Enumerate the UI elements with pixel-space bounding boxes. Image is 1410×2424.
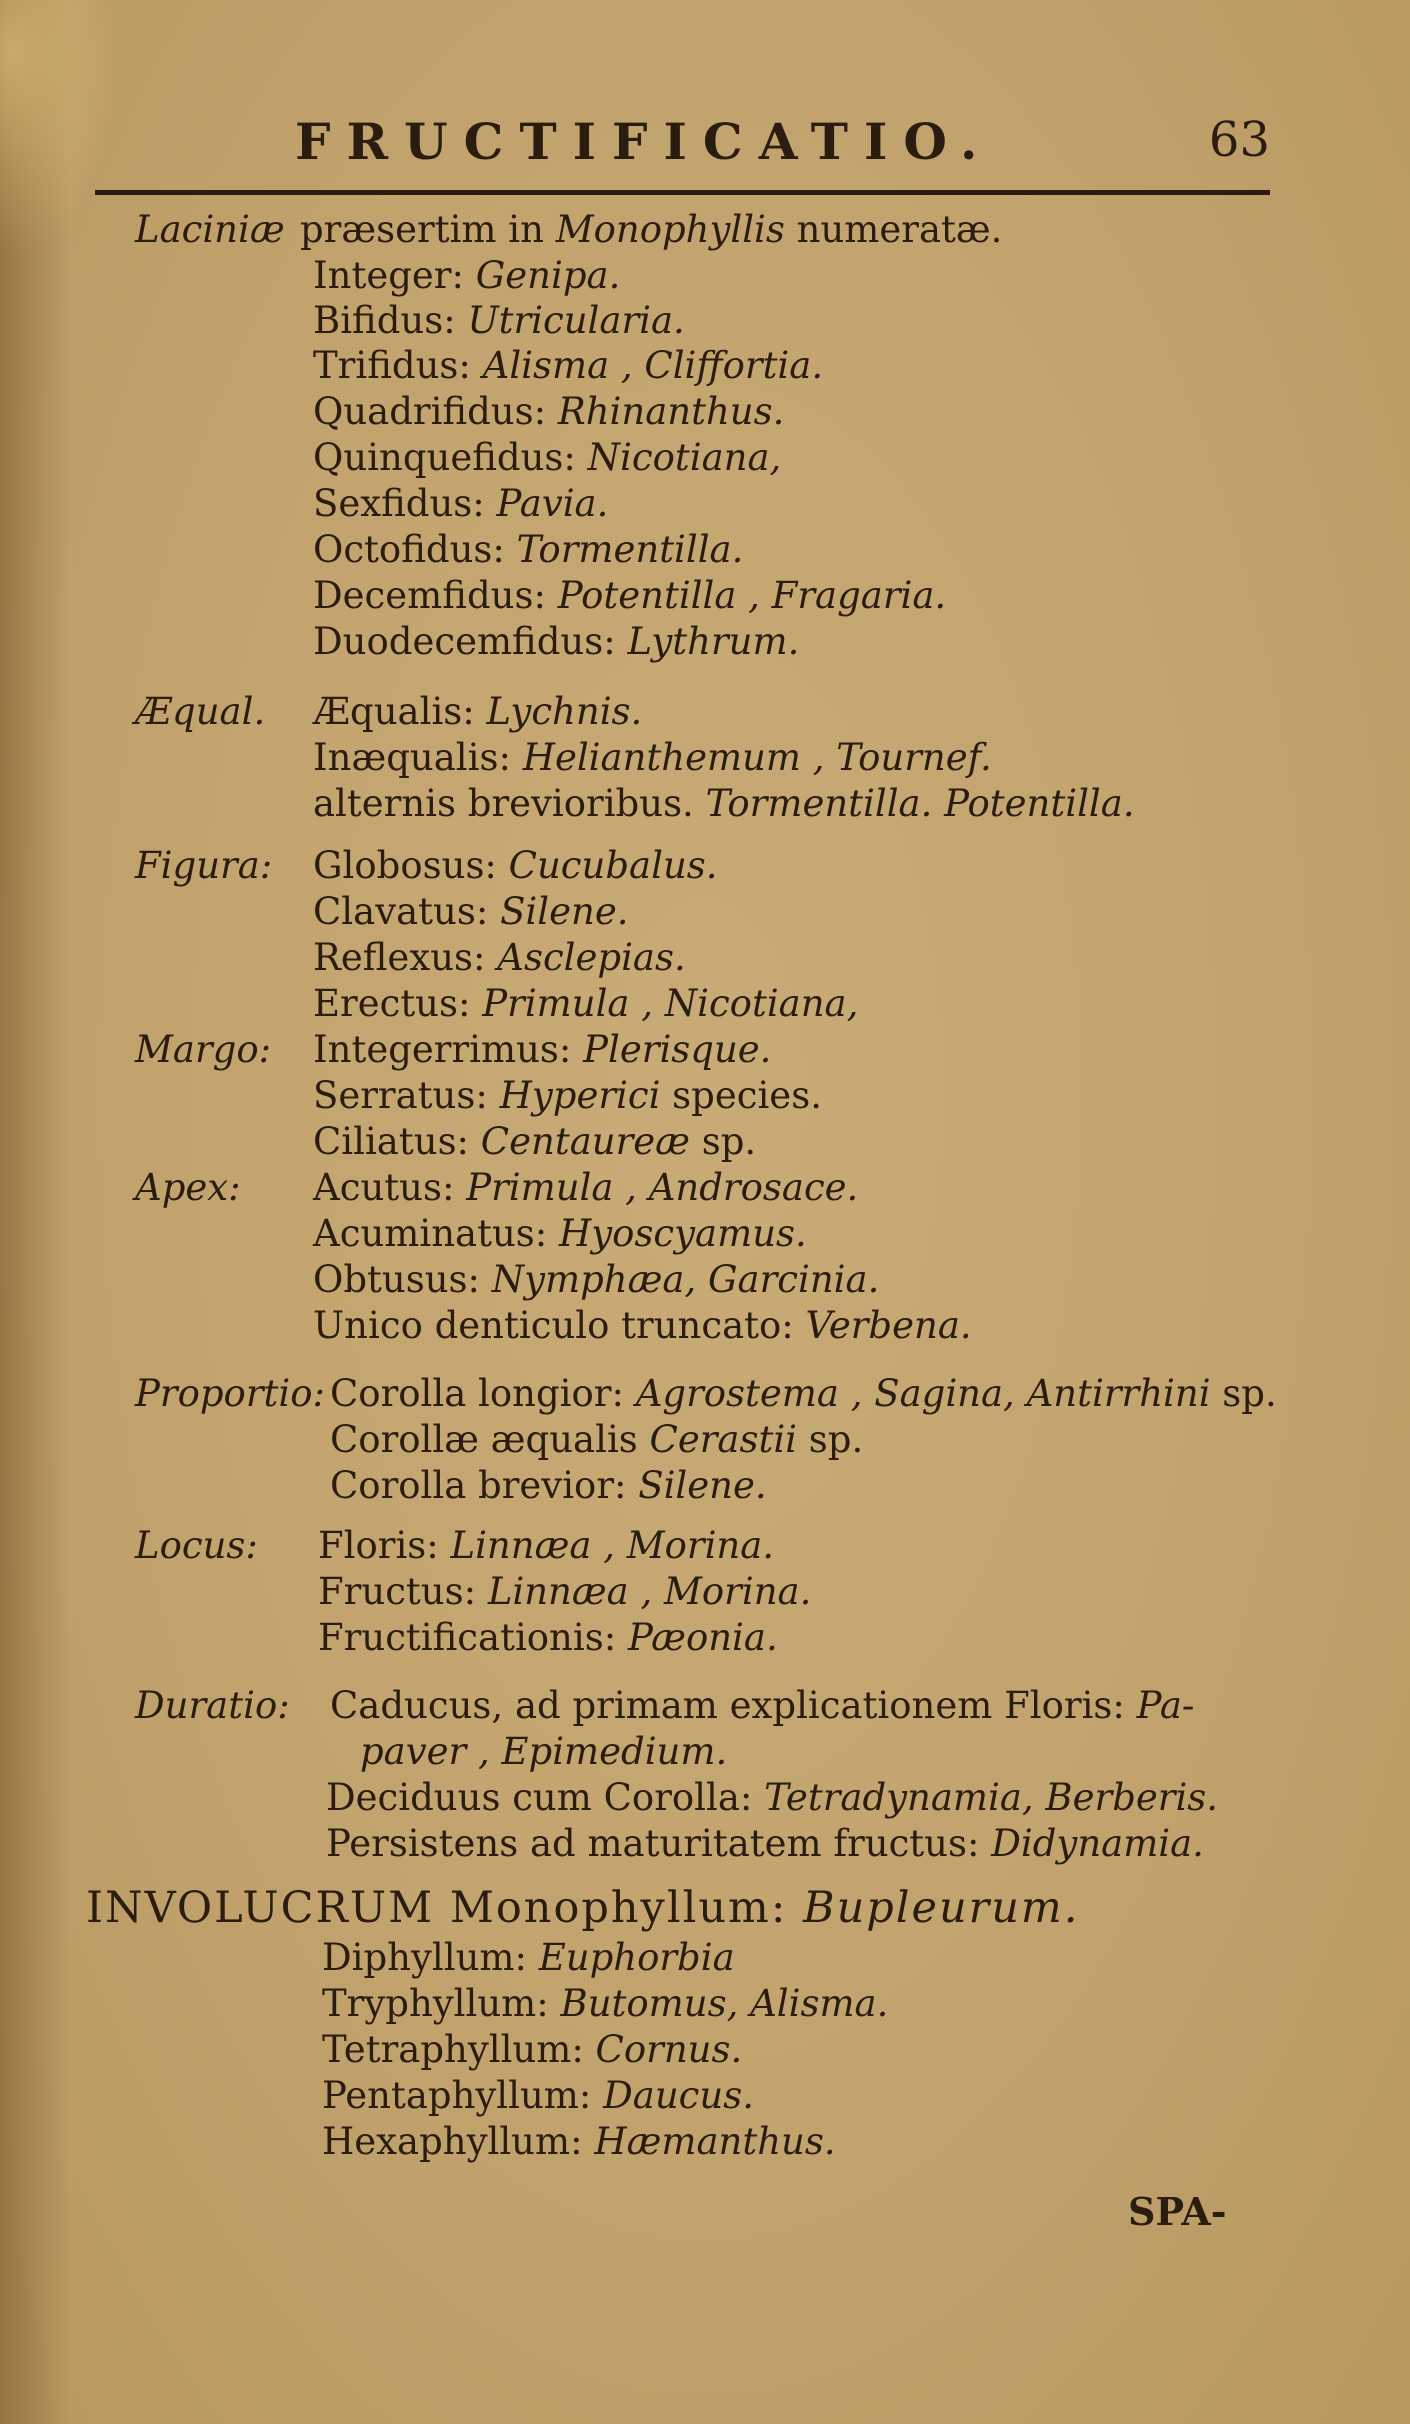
- entry-taxa: Pæonia.: [627, 1616, 778, 1659]
- paper-stain: [0, 0, 120, 260]
- entry-text: Tetraphyllum:: [322, 2028, 596, 2071]
- page-edge-shadow: [0, 0, 70, 2424]
- entry-taxa: Utricularia.: [467, 299, 685, 342]
- entry-text: Decemfidus:: [313, 574, 558, 617]
- section-label: Apex:: [135, 1166, 241, 1209]
- text-line-37: [322, 1982, 888, 2026]
- entry-taxa: Centaureæ: [480, 1120, 690, 1163]
- entry-taxa: Genipa.: [475, 254, 621, 297]
- entry-text: Monophyllum:: [449, 1883, 803, 1933]
- text-line-9: [313, 574, 946, 618]
- entry-text: Diphyllum:: [322, 1936, 539, 1979]
- section-label: Laciniæ: [135, 208, 285, 251]
- text-line-18-label: [135, 1028, 271, 1072]
- text-line-1: [135, 208, 285, 252]
- entry-text: Tryphyllum:: [322, 1982, 561, 2025]
- entry-text: Unico denticulo truncato:: [313, 1304, 806, 1347]
- entry-text: Ciliatus:: [313, 1120, 481, 1163]
- text-line-13: [313, 782, 1135, 826]
- entry-taxa: Silene.: [500, 890, 629, 933]
- entry-text: Clavatus:: [313, 890, 501, 933]
- entry-taxa: Monophyllis: [555, 208, 785, 251]
- entry-taxa: Tormentilla.: [516, 528, 744, 571]
- text-line-16: [313, 936, 686, 980]
- text-line-29: [318, 1570, 811, 1614]
- entry-taxa: Tormentilla. Potentilla.: [705, 782, 1135, 825]
- section-label: Proportio:: [135, 1372, 325, 1415]
- text-line-10: [313, 620, 799, 664]
- entry-taxa: Linnæa , Morina.: [450, 1524, 775, 1567]
- entry-text: Globosus:: [313, 844, 509, 887]
- entry-text: Corolla brevior:: [330, 1464, 639, 1507]
- text-line-33: [326, 1776, 1218, 1820]
- text-line-17: [313, 982, 858, 1026]
- entry-taxa: Cornus.: [595, 2028, 743, 2071]
- entry-taxa: Primula , Nicotiana,: [482, 982, 859, 1025]
- entry-taxa: Agrostema , Sagina, Antirrhini: [635, 1372, 1211, 1415]
- entry-taxa: Hyperici: [499, 1074, 661, 1117]
- entry-taxa: Silene.: [638, 1464, 767, 1507]
- entry-taxa: Hyoscyamus.: [559, 1212, 807, 1255]
- entry-text: Corolla longior:: [330, 1372, 636, 1415]
- section-label: Locus:: [135, 1524, 258, 1567]
- text-line-40: [322, 2120, 836, 2164]
- text-line-39: [322, 2074, 754, 2118]
- text-line-11-label: [135, 690, 265, 734]
- text-line-31-label: [135, 1684, 290, 1728]
- text-line-8: [313, 528, 743, 572]
- entry-text: Sexfidus:: [313, 482, 497, 525]
- text-line-18: [313, 1028, 771, 1072]
- entry-taxa: Linnæa , Morina.: [487, 1570, 812, 1613]
- text-line-20: [313, 1120, 756, 1164]
- entry-text: Erectus:: [313, 982, 483, 1025]
- entry-tail: sp.: [797, 1418, 864, 1461]
- text-line-27: [330, 1464, 767, 1508]
- page-number: 63: [1208, 112, 1270, 168]
- text-line-36: [322, 1936, 735, 1980]
- entry-text: Acutus:: [313, 1166, 467, 1209]
- text-line-26: [330, 1418, 863, 1462]
- section-label: Margo:: [135, 1028, 272, 1071]
- entry-taxa: Verbena.: [805, 1304, 972, 1347]
- entry-text: Duodecemfidus:: [313, 620, 628, 663]
- text-line-4: [313, 344, 823, 388]
- text-line-22: [313, 1212, 807, 1256]
- entry-taxa: Lychnis.: [486, 690, 643, 733]
- entry-text: Fructus:: [318, 1570, 488, 1613]
- text-line-1-body: [300, 208, 1002, 252]
- text-line-7: [313, 482, 608, 526]
- entry-taxa: Alisma , Cliffortia.: [482, 344, 824, 387]
- text-line-34: [326, 1822, 1204, 1866]
- text-line-2: [313, 254, 620, 298]
- entry-taxa: paver , Epimedium.: [360, 1730, 728, 1773]
- entry-taxa: Rhinanthus.: [557, 390, 785, 433]
- entry-text: Serratus:: [313, 1074, 500, 1117]
- entry-text: Æqualis:: [313, 690, 487, 733]
- text-line-38: [322, 2028, 742, 2072]
- entry-text: Quinquefidus:: [313, 436, 588, 479]
- text-line-19: [313, 1074, 822, 1118]
- text-line-35: [86, 1883, 1080, 1933]
- entry-text: Corollæ æqualis: [330, 1418, 650, 1461]
- entry-taxa: Pavia.: [496, 482, 609, 525]
- entry-text: Acuminatus:: [313, 1212, 559, 1255]
- entry-taxa: Nicotiana,: [587, 436, 782, 479]
- entry-taxa: Pa-: [1136, 1684, 1195, 1727]
- entry-taxa: Butomus, Alisma.: [560, 1982, 889, 2025]
- running-title: FRUCTIFICATIO.: [295, 112, 994, 171]
- text-line-12: [313, 736, 992, 780]
- text-line-6: [313, 436, 781, 480]
- entry-text: Quadrifidus:: [313, 390, 558, 433]
- entry-text: Caducus, ad primam explicationem Floris:: [330, 1684, 1137, 1727]
- entry-text: Persistens ad maturitatem fructus:: [326, 1822, 992, 1865]
- entry-taxa: Hæmanthus.: [594, 2120, 836, 2163]
- entry-text: Bifidus:: [313, 299, 468, 342]
- entry-text: Integerrimus:: [313, 1028, 584, 1071]
- entry-taxa: Plerisque.: [583, 1028, 772, 1071]
- text-line-25-label: [135, 1372, 325, 1416]
- entry-text: Inæqualis:: [313, 736, 523, 779]
- entry-tail: sp.: [689, 1120, 757, 1163]
- section-label: Æqual.: [135, 690, 266, 733]
- entry-taxa: Primula , Androsace.: [466, 1166, 859, 1209]
- header-rule: [95, 190, 1270, 195]
- text-line-14: [313, 844, 718, 888]
- text-line-21-label: [135, 1166, 241, 1210]
- entry-text: Reflexus:: [313, 936, 498, 979]
- text-line-32: [360, 1730, 727, 1774]
- entry-text: Trifidus:: [313, 344, 483, 387]
- section-label: Duratio:: [135, 1684, 290, 1727]
- entry-text: Octofidus:: [313, 528, 517, 571]
- text-line-24: [313, 1304, 972, 1348]
- entry-taxa: Didynamia.: [991, 1822, 1204, 1865]
- entry-text: Deciduus cum Corolla:: [326, 1776, 765, 1819]
- entry-taxa: Cerastii: [649, 1418, 798, 1461]
- entry-text: Integer:: [313, 254, 476, 297]
- entry-taxa: Cucubalus.: [508, 844, 718, 887]
- text-line-30: [318, 1616, 778, 1660]
- page-header: [110, 112, 1270, 182]
- entry-text: Floris:: [318, 1524, 451, 1567]
- entry-text: Pentaphyllum:: [322, 2074, 604, 2117]
- section-label: Figura:: [135, 844, 273, 887]
- text-line-5: [313, 390, 784, 434]
- text-line-21: [313, 1166, 858, 1210]
- text-line-25: [330, 1372, 1277, 1416]
- entry-taxa: Asclepias.: [497, 936, 686, 979]
- entry-taxa: Daucus.: [603, 2074, 754, 2117]
- text-line-28-label: [135, 1524, 258, 1568]
- entry-taxa: Tetradynamia, Berberis.: [764, 1776, 1219, 1819]
- text-line-14-label: [135, 844, 272, 888]
- text-line-31: [330, 1684, 1194, 1728]
- catchword: SPA-: [1128, 2189, 1227, 2234]
- entry-taxa: Helianthemum , Tournef.: [522, 736, 992, 779]
- entry-tail: sp.: [1210, 1372, 1277, 1415]
- text-line-23: [313, 1258, 879, 1302]
- entry-text: præsertim in: [300, 208, 556, 251]
- text-line-3: [313, 299, 685, 343]
- entry-tail: species.: [660, 1074, 822, 1117]
- entry-text: Hexaphyllum:: [322, 2120, 595, 2163]
- entry-taxa: Nymphæa, Garcinia.: [491, 1258, 880, 1301]
- entry-taxa: Potentilla , Fragaria.: [557, 574, 947, 617]
- text-line-11: [313, 690, 642, 734]
- entry-text: alternis brevioribus.: [313, 782, 706, 825]
- entry-text: Fructificationis:: [318, 1616, 628, 1659]
- text-line-15: [313, 890, 628, 934]
- entry-taxa: Bupleurum.: [802, 1883, 1080, 1933]
- text-line-28: [318, 1524, 774, 1568]
- entry-text: Obtusus:: [313, 1258, 492, 1301]
- entry-tail: numeratæ.: [784, 208, 1003, 251]
- entry-taxa: Euphorbia: [538, 1936, 735, 1979]
- section-label: INVOLUCRUM: [86, 1883, 435, 1933]
- entry-taxa: Lythrum.: [627, 620, 800, 663]
